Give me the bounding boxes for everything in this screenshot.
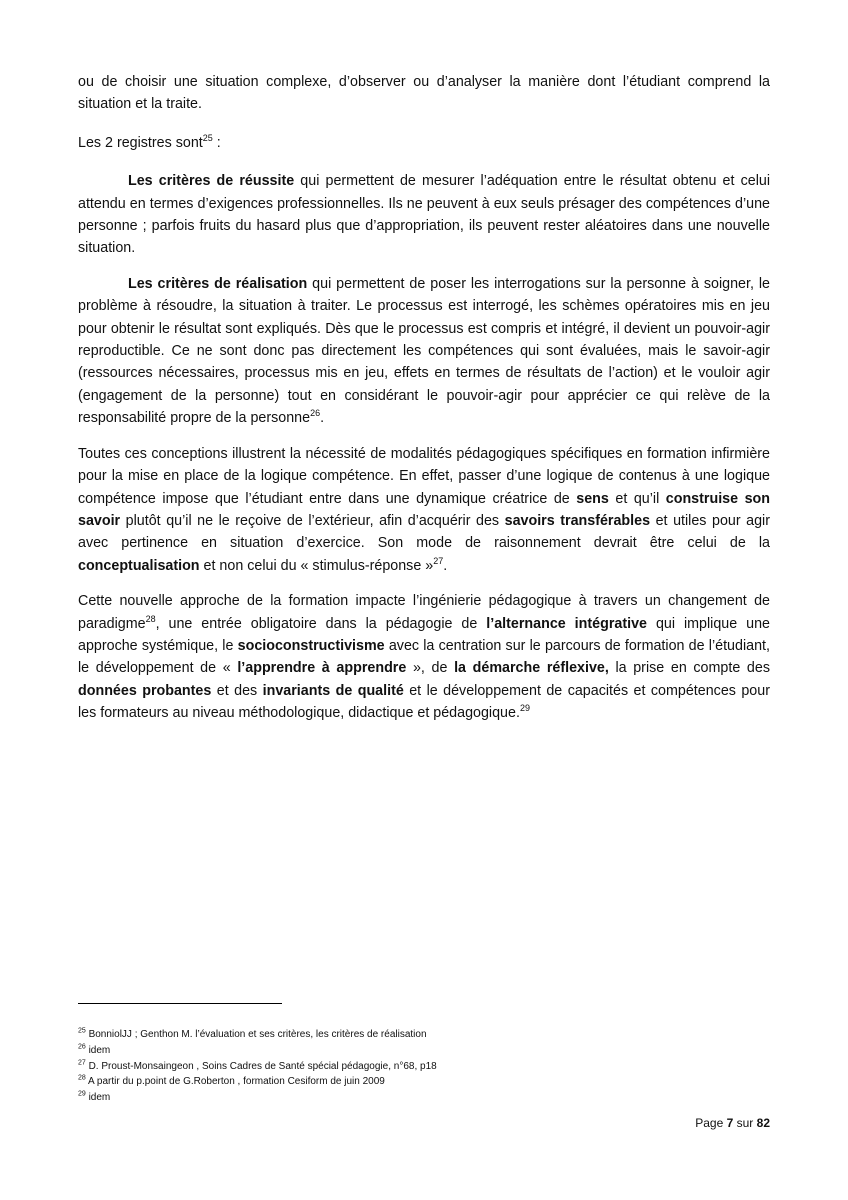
conceptions-text-3: plutôt qu’il ne le reçoive de l’extérieur, afin d’acquérir des — [120, 512, 505, 529]
registres-end: : — [212, 134, 221, 151]
page-number-total: 82 — [756, 1116, 770, 1130]
bold-demarche-reflexive: la démarche réflexive, — [454, 660, 609, 677]
footnote-text: A partir du p.point de G.Roberton , formation Cesiform de juin 2009 — [85, 1076, 385, 1088]
bold-invariants-qualite: invariants de qualité — [262, 682, 404, 699]
footnote-ref-29[interactable]: 29 — [519, 703, 530, 714]
approche-text-2: , une entrée obligatoire dans la pédagogie de — [155, 615, 487, 632]
approche-text-1: Cette nouvelle approche de la formation impacte l’ingénierie pédagogique à travers un changement de paradigme — [78, 593, 770, 632]
bold-savoirs-transferables: savoirs transférables — [504, 512, 651, 529]
approche-text-5: », de — [406, 660, 455, 677]
conceptions-text-1: Toutes ces conceptions illustrent la nécessité de modalités pédagogiques spécifiques en formation infirmière pour la mise en place de la logique compétence. En effet, passer d’une logique de contenus à une logique compétence impose que l’étudiant entre dans une dynamique créatrice de — [78, 445, 770, 507]
footnote-separator — [78, 1003, 282, 1004]
paragraph-conceptions — [78, 443, 770, 577]
approche-text-8: et le développement de capacités et compétences pour les formateurs au niveau méthodologique, didactique et pédagogique. — [78, 682, 770, 722]
footnote-ref-26[interactable]: 26 — [310, 408, 321, 419]
footnote-29 — [78, 1090, 770, 1106]
term-criteres-reussite: Les critères de réussite — [128, 173, 295, 190]
bold-conceptualisation: conceptualisation — [78, 557, 200, 574]
paragraph-intro-text: ou de choisir une situation complexe, d’observer ou d’analyser la manière dont l’étudiant comprend la situation et la traite. — [78, 74, 770, 113]
footnote-ref-25[interactable]: 25 — [202, 133, 213, 144]
bold-sens: sens — [576, 490, 609, 507]
paragraph-nouvelle-approche — [78, 590, 770, 724]
footnote-text: D. Proust-Monsaingeon , Soins Cadres de Santé spécial pédagogie, n°68, p18 — [85, 1060, 437, 1072]
footnote-number: 26 — [78, 1043, 86, 1051]
bold-donnees-probantes: données probantes — [78, 682, 212, 699]
registres-text: Les 2 registres sont — [78, 134, 203, 151]
footnote-26 — [78, 1043, 770, 1059]
paragraph-intro — [78, 71, 770, 116]
footnote-number: 28 — [78, 1075, 86, 1083]
footnote-number: 27 — [78, 1059, 86, 1067]
approche-text-4: avec la centration sur le parcours de formation de l’étudiant, le développement de « — [78, 637, 770, 677]
page-number-middle: sur — [733, 1116, 757, 1130]
criteres-realisation-text: qui permettent de poser les interrogations sur la personne à soigner, le problème à résoudre, la situation à traiter. Le processus est interrogé, les schèmes opératoires mis en jeu pour obtenir le résultat sont expliqués. Dès que le processus est compris et intégré, il devient un pouvoir-agir reproductible. Ce ne sont donc pas directement les compétences qui sont évaluées, mais le savoir-agir (ressources nécessaires, processus mis en jeu, effets en termes de résultats de l’action) et le vouloir agir (engagement de la personne) tout en considérant le pouvoir-agir pour apprécier ce qui relève de la responsabilité propre de la personne — [78, 275, 770, 427]
bold-apprendre-a-apprendre: l’apprendre à apprendre — [237, 660, 407, 677]
bold-socioconstructivisme: socioconstructivisme — [237, 637, 385, 654]
page-number — [695, 1115, 770, 1131]
footnote-number: 25 — [78, 1027, 86, 1035]
approche-text-3: qui implique une approche systémique, le — [78, 615, 771, 654]
approche-text-6: la prise en compte des — [608, 660, 770, 677]
footnotes — [78, 1027, 770, 1106]
footnote-ref-28[interactable]: 28 — [145, 613, 156, 624]
footnote-text: idem — [85, 1092, 111, 1104]
bold-construise-savoir: construise son savoir — [78, 490, 770, 529]
page-number-current: 7 — [726, 1116, 734, 1130]
conceptions-end: . — [443, 557, 448, 574]
term-criteres-realisation: Les critères de réalisation — [128, 275, 308, 292]
criteres-realisation-end: . — [320, 410, 325, 427]
conceptions-text-2: et qu’il — [608, 490, 666, 507]
footnote-27 — [78, 1059, 770, 1075]
footnote-number: 29 — [78, 1090, 86, 1098]
paragraph-registres — [78, 132, 770, 154]
body-text — [78, 71, 770, 725]
footnote-ref-27[interactable]: 27 — [433, 555, 444, 566]
footnote-text: BonniolJJ ; Genthon M. l’évaluation et ses critères, les critères de réalisation — [85, 1029, 427, 1040]
approche-text-7: et des — [211, 682, 263, 699]
page-number-prefix: Page — [695, 1116, 727, 1130]
footnote-28 — [78, 1074, 770, 1090]
bold-alternance-integrative: l’alternance intégrative — [486, 615, 647, 632]
footnote-25 — [78, 1027, 770, 1043]
conceptions-text-5: et non celui du « stimulus-réponse » — [199, 557, 434, 574]
conceptions-text-4: et utiles pour agir avec pertinence en situation d’exercice. Son mode de raisonnement devrait être celui de la — [78, 512, 770, 552]
footnote-text: idem — [85, 1044, 111, 1056]
criteres-reussite-text: qui permettent de mesurer l’adéquation entre le résultat obtenu et celui attendu en termes d’exigences professionnelles. Ils ne peuvent à eux seuls présager des compétences d’une personne ; parfois fruits du hasard plus que d’appropriation, ils peuvent rester aléatoires dans une nouvelle situation. — [78, 173, 770, 257]
paragraph-criteres-reussite — [78, 170, 770, 260]
paragraph-criteres-realisation — [78, 273, 770, 430]
